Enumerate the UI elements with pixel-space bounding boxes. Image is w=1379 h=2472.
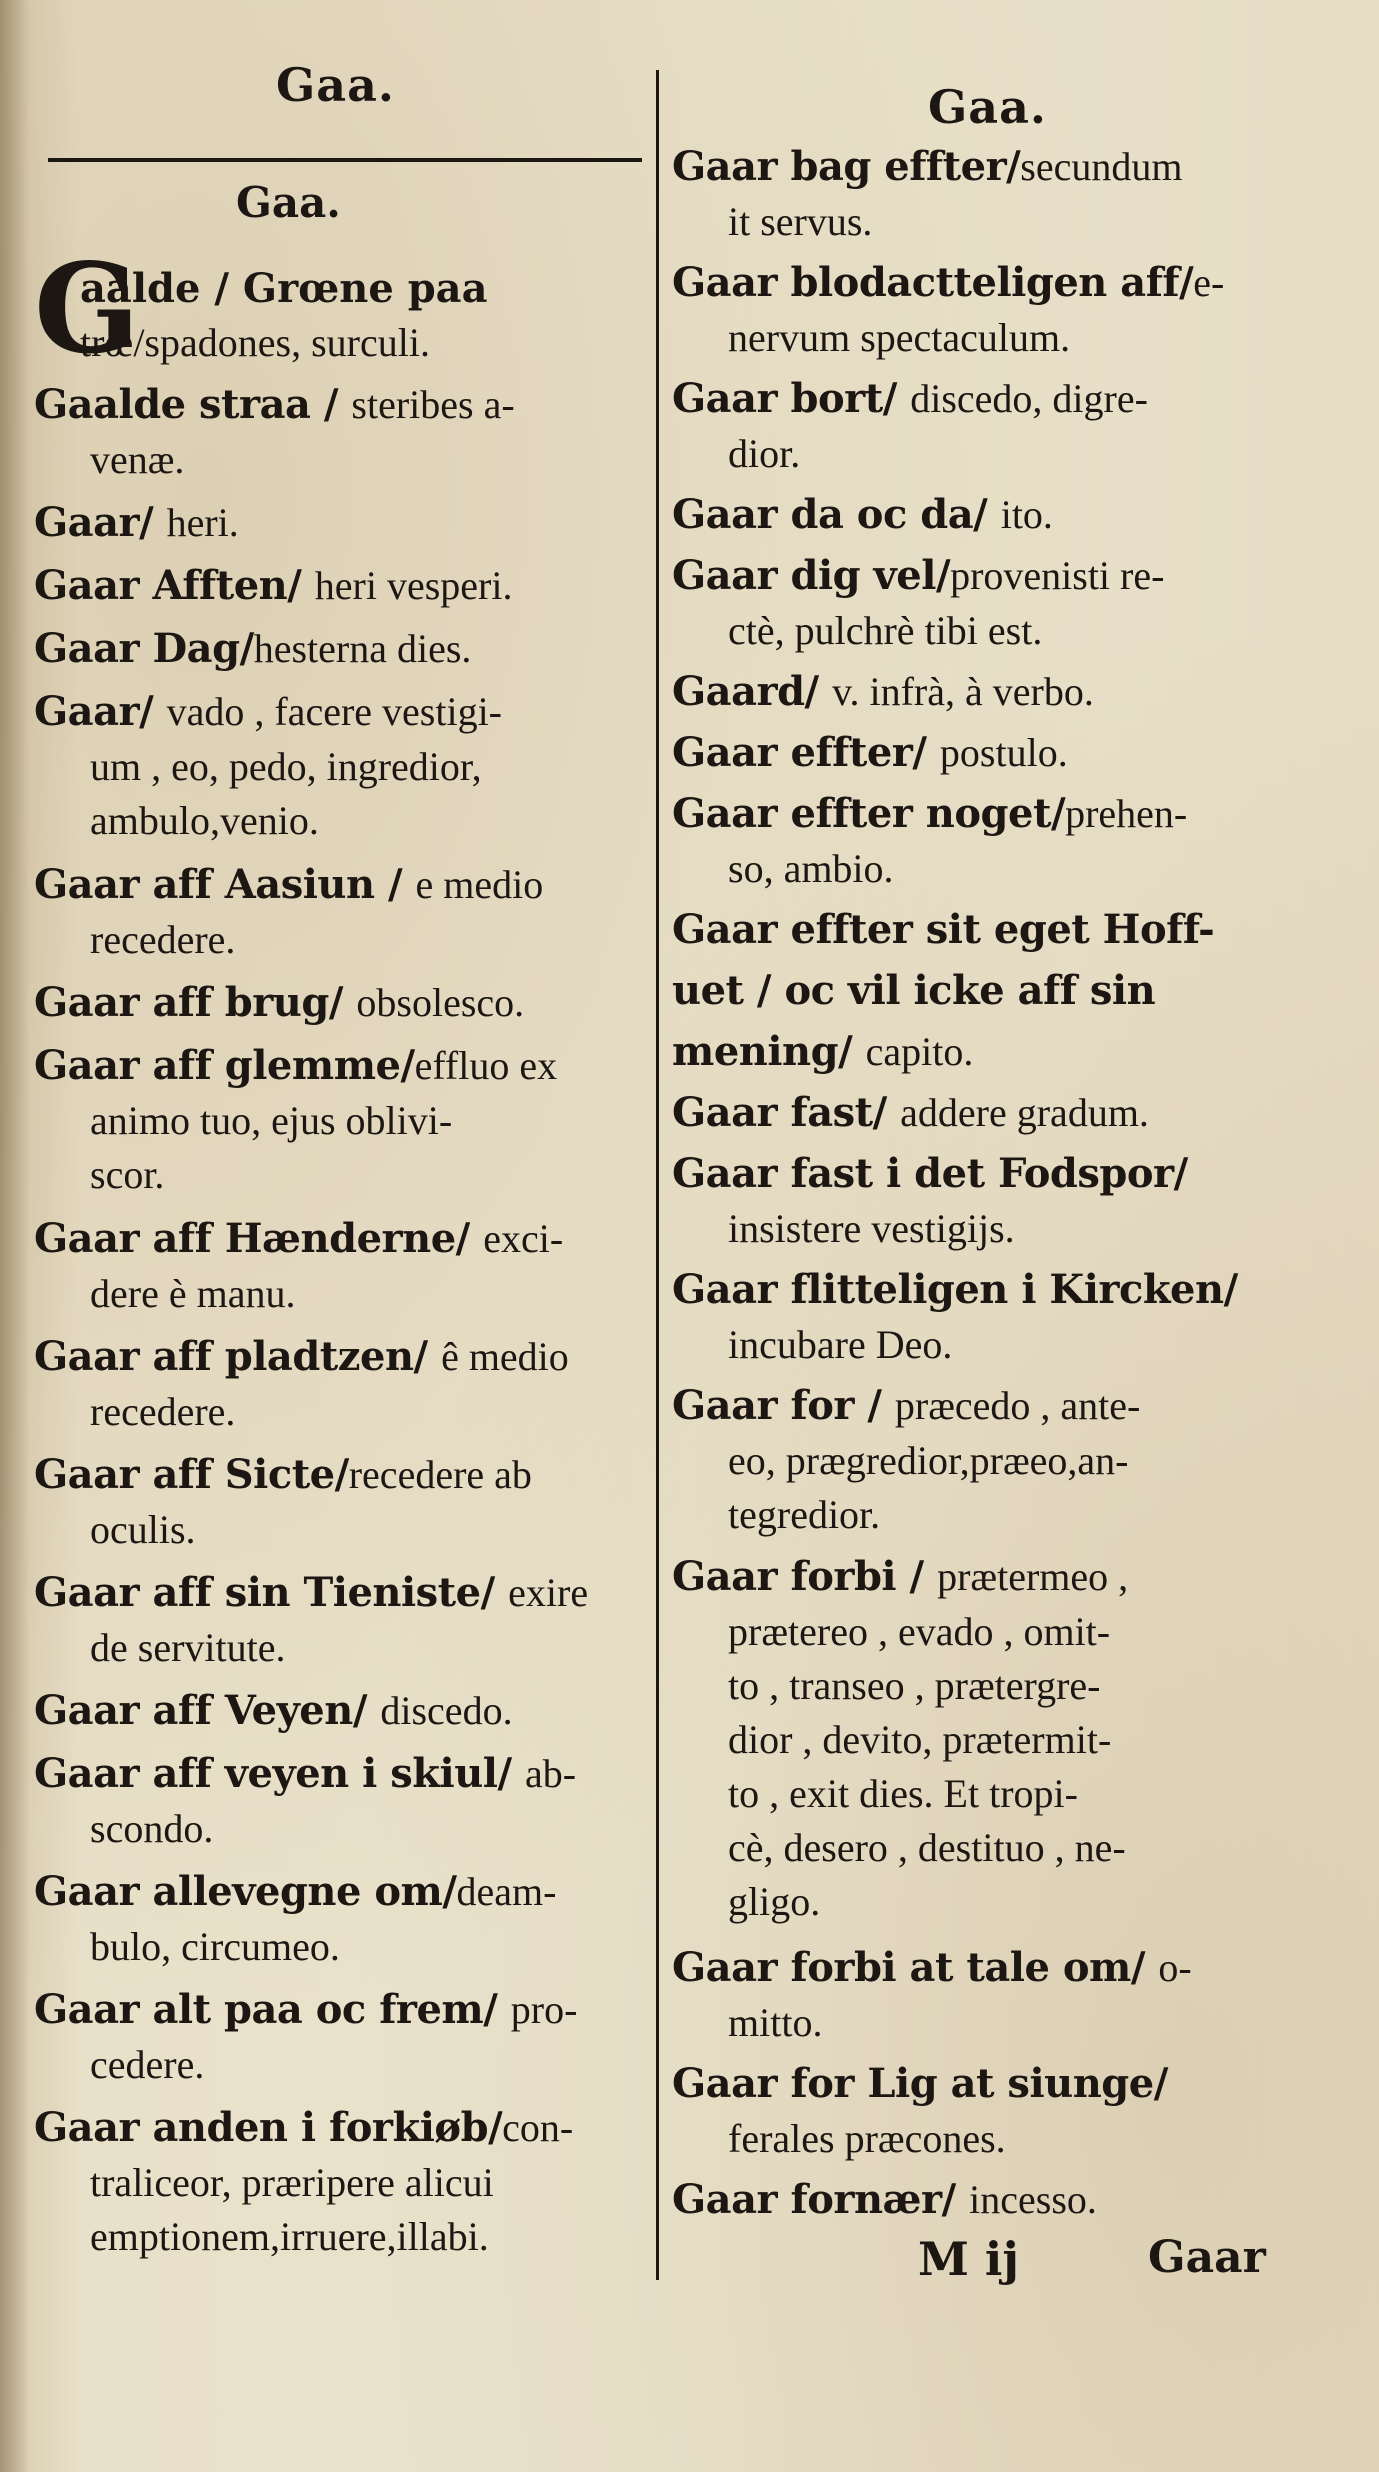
- entry-headword: Gaar forbi at tale om/: [672, 1944, 1159, 1991]
- entry-headword: Gaar Dag/: [34, 625, 254, 672]
- entry-headword: Gaar aff veyen i skiul/: [34, 1750, 526, 1797]
- entry-definition: præcedo , ante-: [894, 1383, 1141, 1428]
- entry-definition: prætermeo ,: [937, 1554, 1129, 1599]
- entry-continuation: to , transeo , prætergre-: [728, 1663, 1101, 1708]
- dictionary-entry: [34, 2101, 573, 2264]
- entry-continuation: mitto.: [728, 2000, 823, 2045]
- entry-continuation: to , exit dies. Et tropi-: [728, 1771, 1078, 1816]
- entry-headword: Gaar flitteligen i Kircken/: [672, 1266, 1238, 1313]
- entry-continuation: um , eo, pedo, ingredior,: [90, 744, 482, 789]
- entry-definition: postulo.: [939, 730, 1068, 775]
- dictionary-entry: [34, 1448, 532, 1557]
- entry-definition: exire: [508, 1570, 589, 1615]
- dictionary-entry: [34, 559, 513, 614]
- dictionary-entry: [34, 1039, 557, 1202]
- entry-headword: Gaar for Lig at siunge/: [672, 2060, 1168, 2107]
- entry-continuation: nervum spectaculum.: [728, 315, 1071, 360]
- dictionary-entry: [672, 1263, 1238, 1372]
- entry-definition: ito.: [1000, 492, 1053, 537]
- dictionary-entry: [34, 496, 239, 551]
- dictionary-entry: [672, 787, 1187, 896]
- entry-headword: mening/: [672, 1028, 866, 1075]
- entry-definition: steribes a-: [351, 382, 515, 427]
- dictionary-entry: [672, 372, 1148, 481]
- spine-shadow: [0, 0, 30, 2472]
- entry-headword: Gaar dig vel/: [672, 552, 951, 599]
- dictionary-entry: [672, 1086, 1149, 1141]
- entry-continuation: ctè, pulchrè tibi est.: [728, 608, 1043, 653]
- entry-headword: Gaar aff sin Tieniste/: [34, 1569, 509, 1616]
- entry-headword: Gaar allevegne om/: [34, 1868, 457, 1915]
- entry-headword: Gaar bag effter/: [672, 143, 1021, 190]
- entry-definition: pro-: [510, 1987, 578, 2032]
- first-entry-line2: trœ/spadones, surculi.: [80, 320, 430, 365]
- entry-headword: Gaar alt paa oc frem/: [34, 1986, 511, 2033]
- catchword: Gaar: [1148, 2232, 1266, 2283]
- entry-headword: Gaar Afften/: [34, 562, 315, 609]
- dictionary-entry: [34, 976, 524, 1031]
- entry-definition: con-: [502, 2105, 574, 2150]
- entry-definition: incesso.: [969, 2177, 1097, 2222]
- entry-headword: Gaar aff Hænderne/: [34, 1215, 484, 1262]
- entry-headword: Gaar/: [34, 499, 167, 546]
- entry-definition: prehen-: [1065, 791, 1188, 836]
- dictionary-entry: [672, 488, 1053, 543]
- header-rule: [48, 158, 642, 162]
- dictionary-entry: [672, 964, 1155, 1019]
- dictionary-entry: [672, 2057, 1168, 2166]
- entry-continuation: cè, desero , destituo , ne-: [728, 1825, 1126, 1870]
- dictionary-entry: [34, 1684, 513, 1739]
- entry-definition: addere gradum.: [900, 1090, 1149, 1135]
- entry-continuation: dere è manu.: [90, 1271, 296, 1316]
- entry-continuation: cedere.: [90, 2042, 205, 2087]
- entry-definition: obsolesco.: [356, 980, 525, 1025]
- entry-continuation: insistere vestigijs.: [728, 1206, 1015, 1251]
- dictionary-entry: [34, 378, 515, 487]
- entry-continuation: recedere.: [90, 1389, 236, 1434]
- entry-headword: Gaar aff pladtzen/: [34, 1333, 442, 1380]
- entry-continuation: de servitute.: [90, 1625, 286, 1670]
- entry-continuation: emptionem,irruere,illabi.: [90, 2214, 489, 2259]
- entry-headword: Gaar for /: [672, 1382, 895, 1429]
- entry-continuation: it servus.: [728, 199, 873, 244]
- entry-headword: Gaalde straa /: [34, 381, 352, 428]
- dictionary-entry: [672, 1941, 1192, 2050]
- dictionary-entry: [34, 1865, 556, 1974]
- first-entry-line1: aalde / Grœne paa: [80, 265, 488, 312]
- entry-headword: Gaar da oc da/: [672, 491, 1001, 538]
- entry-continuation: recedere.: [90, 917, 236, 962]
- dictionary-entry: [34, 858, 543, 967]
- entry-headword: Gaar fornær/: [672, 2176, 970, 2223]
- entry-headword: uet / oc vil icke aff sin: [672, 967, 1156, 1014]
- entry-definition: e medio: [415, 862, 544, 907]
- entry-definition: deam-: [456, 1869, 557, 1914]
- entry-headword: Gaar effter/: [672, 729, 940, 776]
- entry-headword: Gaar/: [34, 688, 167, 735]
- entry-headword: Gaar effter noget/: [672, 790, 1066, 837]
- entry-continuation: scondo.: [90, 1806, 214, 1851]
- entry-definition: heri vesperi.: [314, 563, 513, 608]
- dictionary-entry: [672, 903, 1214, 958]
- entry-headword: Gaar forbi /: [672, 1553, 938, 1600]
- entry-definition: recedere ab: [348, 1452, 532, 1497]
- column-divider: [656, 70, 659, 2280]
- entry-definition: exci-: [483, 1216, 564, 1261]
- entry-definition: discedo, digre-: [910, 376, 1148, 421]
- entry-continuation: bulo, circumeo.: [90, 1924, 340, 1969]
- dictionary-entry: [34, 622, 471, 677]
- dictionary-entry: [672, 1025, 973, 1080]
- dictionary-entry: [672, 256, 1224, 365]
- entry-continuation: oculis.: [90, 1507, 196, 1552]
- entry-headword: Gaard/: [672, 668, 833, 715]
- entry-continuation: dior.: [728, 431, 801, 476]
- entry-continuation: prætereo , evado , omit-: [728, 1609, 1111, 1654]
- dictionary-entry: [34, 1566, 588, 1675]
- entry-continuation: traliceor, præripere alicui: [90, 2160, 494, 2205]
- drop-capital: G: [34, 237, 140, 382]
- entry-headword: Gaar aff Sicte/: [34, 1451, 349, 1498]
- section-title: Gaa.: [236, 178, 341, 227]
- entry-definition: provenisti re-: [950, 553, 1165, 598]
- dictionary-entry: [34, 685, 502, 848]
- running-head-left: Gaa.: [276, 58, 395, 112]
- entry-continuation: eo, prægredior,præeo,an-: [728, 1438, 1129, 1483]
- entry-definition: ê medio: [441, 1334, 569, 1379]
- entry-headword: Gaar effter sit eget Hoff-: [672, 906, 1215, 953]
- entry-continuation: so, ambio.: [728, 846, 894, 891]
- entry-headword: Gaar fast/: [672, 1089, 901, 1136]
- dictionary-entry: [672, 665, 1094, 720]
- entry-definition: heri.: [166, 500, 239, 545]
- entry-headword: Gaar fast i det Fodspor/: [672, 1150, 1188, 1197]
- dictionary-entry: [672, 549, 1164, 658]
- signature-mark: M ij: [918, 2232, 1020, 2286]
- dictionary-entry: [34, 1983, 577, 2092]
- entry-headword: Gaar bort/: [672, 375, 911, 422]
- entry-definition: secundum: [1020, 144, 1183, 189]
- entry-continuation: gligo.: [728, 1879, 821, 1924]
- dictionary-entry: [672, 726, 1068, 781]
- dictionary-entry: [672, 1147, 1188, 1256]
- entry-definition: e-: [1193, 260, 1225, 305]
- entry-definition: v. infrà, à verbo.: [832, 669, 1094, 714]
- entry-definition: vado , facere vestigi-: [166, 689, 502, 734]
- entry-continuation: venæ.: [90, 437, 185, 482]
- entry-continuation: scor.: [90, 1152, 165, 1197]
- entry-continuation: ferales præcones.: [728, 2116, 1006, 2161]
- entry-definition: ab-: [525, 1751, 577, 1796]
- entry-definition: discedo.: [380, 1688, 513, 1733]
- dictionary-entry: [34, 1747, 576, 1856]
- dictionary-entry: [34, 1212, 563, 1321]
- entry-continuation: dior , devito, prætermit-: [728, 1717, 1112, 1762]
- entry-headword: Gaar aff brug/: [34, 979, 357, 1026]
- dictionary-entry: [672, 1550, 1128, 1929]
- entry-definition: effluo ex: [414, 1043, 558, 1088]
- first-entry: [80, 262, 488, 370]
- entry-headword: Gaar aff Aasiun /: [34, 861, 416, 908]
- entry-definition: capito.: [865, 1029, 974, 1074]
- entry-continuation: animo tuo, ejus oblivi-: [90, 1098, 453, 1143]
- dictionary-entry: [34, 1330, 569, 1439]
- entry-headword: Gaar anden i forkiøb/: [34, 2104, 503, 2151]
- entry-continuation: tegredior.: [728, 1492, 881, 1537]
- entry-definition: hesterna dies.: [253, 626, 472, 671]
- dictionary-entry: [672, 140, 1182, 249]
- entry-definition: o-: [1158, 1945, 1192, 1990]
- entry-headword: Gaar aff glemme/: [34, 1042, 415, 1089]
- entry-continuation: incubare Deo.: [728, 1322, 953, 1367]
- entry-continuation: ambulo,venio.: [90, 798, 319, 843]
- entry-headword: Gaar aff Veyen/: [34, 1687, 381, 1734]
- entry-headword: Gaar blodactteligen aff/: [672, 259, 1194, 306]
- dictionary-entry: [672, 1379, 1140, 1542]
- running-head-right: Gaa.: [928, 80, 1047, 134]
- dictionary-entry: [672, 2173, 1097, 2228]
